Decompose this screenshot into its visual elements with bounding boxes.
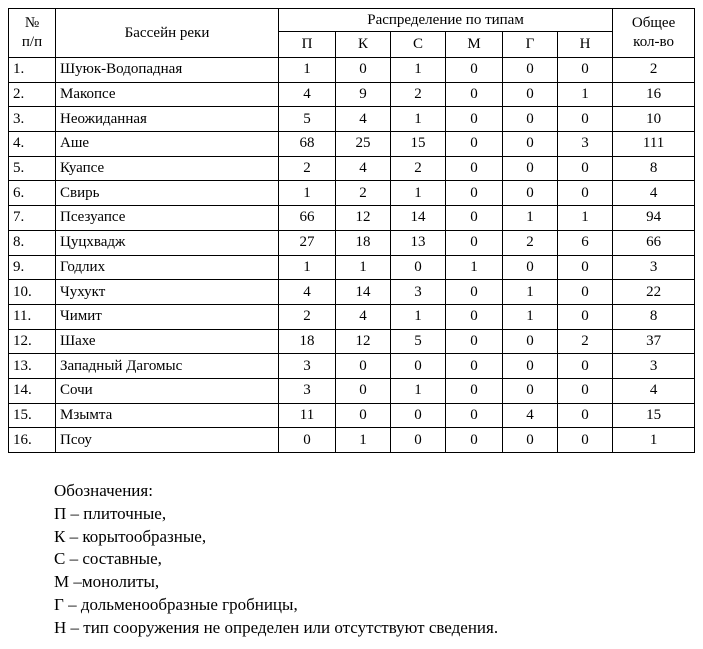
row-type-value: 12: [336, 329, 391, 354]
row-type-value: 0: [558, 181, 613, 206]
table-row: [9, 82, 695, 107]
row-total: 22: [613, 280, 695, 305]
row-type-value: 4: [279, 280, 336, 305]
row-num: 9.: [9, 255, 56, 280]
row-type-value: 0: [503, 107, 558, 132]
row-total: 37: [613, 329, 695, 354]
header-type-k: К: [336, 32, 391, 58]
legend: [54, 480, 498, 640]
row-type-value: 1: [558, 82, 613, 107]
row-type-value: 3: [279, 354, 336, 379]
row-type-value: 3: [279, 378, 336, 403]
row-type-value: 0: [558, 280, 613, 305]
row-type-value: 1: [391, 181, 446, 206]
row-type-value: 0: [503, 58, 558, 83]
row-total: 16: [613, 82, 695, 107]
row-type-value: 0: [336, 58, 391, 83]
row-num: 4.: [9, 132, 56, 157]
header-type-n: Н: [558, 32, 613, 58]
row-type-value: 2: [391, 82, 446, 107]
row-type-value: 0: [558, 156, 613, 181]
row-type-value: 1: [279, 58, 336, 83]
row-type-value: 0: [558, 107, 613, 132]
row-type-value: 0: [336, 354, 391, 379]
header-distribution: Распределение по типам: [279, 9, 613, 32]
row-type-value: 0: [558, 255, 613, 280]
row-type-value: 0: [446, 378, 503, 403]
legend-item: М –монолиты,: [54, 572, 160, 592]
row-type-value: 0: [446, 82, 503, 107]
row-type-value: 15: [391, 132, 446, 157]
table-row: [9, 354, 695, 379]
header-type-m: М: [446, 32, 503, 58]
row-type-value: 4: [503, 403, 558, 428]
row-total: 8: [613, 304, 695, 329]
row-num: 7.: [9, 206, 56, 231]
row-num: 3.: [9, 107, 56, 132]
row-total: 4: [613, 378, 695, 403]
row-num: 16.: [9, 428, 56, 453]
row-type-value: 4: [279, 82, 336, 107]
row-type-value: 0: [558, 378, 613, 403]
row-type-value: 0: [558, 354, 613, 379]
row-type-value: 14: [391, 206, 446, 231]
row-type-value: 0: [391, 255, 446, 280]
table-row: [9, 107, 695, 132]
row-type-value: 0: [446, 354, 503, 379]
row-type-value: 0: [446, 132, 503, 157]
row-type-value: 0: [503, 255, 558, 280]
row-type-value: 2: [391, 156, 446, 181]
row-basin: Западный Дагомыс: [56, 354, 279, 379]
table-row: [9, 428, 695, 453]
row-type-value: 0: [446, 329, 503, 354]
row-type-value: 0: [446, 206, 503, 231]
table-row: [9, 403, 695, 428]
row-type-value: 0: [391, 428, 446, 453]
row-basin: Свирь: [56, 181, 279, 206]
row-type-value: 0: [336, 403, 391, 428]
row-num: 15.: [9, 403, 56, 428]
row-type-value: 0: [503, 428, 558, 453]
row-type-value: 12: [336, 206, 391, 231]
row-type-value: 0: [446, 58, 503, 83]
row-basin: Куапсе: [56, 156, 279, 181]
table-row: [9, 280, 695, 305]
row-type-value: 0: [391, 403, 446, 428]
row-type-value: 0: [503, 329, 558, 354]
row-type-value: 2: [279, 304, 336, 329]
table-body: [9, 58, 695, 453]
row-num: 1.: [9, 58, 56, 83]
row-num: 8.: [9, 230, 56, 255]
row-basin: Макопсе: [56, 82, 279, 107]
row-num: 5.: [9, 156, 56, 181]
header-type-p: П: [279, 32, 336, 58]
row-type-value: 66: [279, 206, 336, 231]
row-type-value: 1: [336, 428, 391, 453]
row-type-value: 0: [446, 280, 503, 305]
row-type-value: 18: [336, 230, 391, 255]
row-type-value: 0: [503, 378, 558, 403]
row-type-value: 1: [503, 304, 558, 329]
row-total: 111: [613, 132, 695, 157]
row-basin: Цуцхвадж: [56, 230, 279, 255]
table-row: [9, 206, 695, 231]
data-table: [8, 8, 695, 453]
row-type-value: 1: [279, 255, 336, 280]
row-basin: Псезуапсе: [56, 206, 279, 231]
row-type-value: 1: [279, 181, 336, 206]
row-basin: Шахе: [56, 329, 279, 354]
row-type-value: 0: [503, 132, 558, 157]
row-type-value: 0: [503, 82, 558, 107]
row-type-value: 0: [446, 403, 503, 428]
row-type-value: 2: [279, 156, 336, 181]
row-type-value: 1: [336, 255, 391, 280]
row-type-value: 0: [503, 354, 558, 379]
row-type-value: 27: [279, 230, 336, 255]
row-type-value: 13: [391, 230, 446, 255]
row-type-value: 1: [503, 206, 558, 231]
row-basin: Неожиданная: [56, 107, 279, 132]
row-total: 94: [613, 206, 695, 231]
row-type-value: 1: [391, 58, 446, 83]
row-type-value: 3: [391, 280, 446, 305]
row-type-value: 2: [558, 329, 613, 354]
row-basin: Мзымта: [56, 403, 279, 428]
row-type-value: 0: [446, 181, 503, 206]
table-row: [9, 132, 695, 157]
header-num-line2: п/п: [21, 34, 43, 50]
row-type-value: 11: [279, 403, 336, 428]
row-total: 2: [613, 58, 695, 83]
row-type-value: 9: [336, 82, 391, 107]
row-type-value: 0: [279, 428, 336, 453]
row-total: 4: [613, 181, 695, 206]
row-type-value: 68: [279, 132, 336, 157]
row-type-value: 3: [558, 132, 613, 157]
row-type-value: 1: [446, 255, 503, 280]
row-num: 6.: [9, 181, 56, 206]
row-type-value: 14: [336, 280, 391, 305]
row-type-value: 1: [391, 304, 446, 329]
row-num: 11.: [9, 304, 56, 329]
row-type-value: 6: [558, 230, 613, 255]
table-row: [9, 181, 695, 206]
row-type-value: 0: [446, 107, 503, 132]
row-type-value: 0: [503, 181, 558, 206]
row-type-value: 0: [503, 156, 558, 181]
table-row: [9, 255, 695, 280]
legend-item: С – составные,: [54, 549, 162, 569]
row-type-value: 1: [558, 206, 613, 231]
row-total: 8: [613, 156, 695, 181]
row-type-value: 2: [336, 181, 391, 206]
row-type-value: 0: [558, 403, 613, 428]
table-row: [9, 304, 695, 329]
row-basin: Псоу: [56, 428, 279, 453]
row-total: 1: [613, 428, 695, 453]
row-type-value: 4: [336, 156, 391, 181]
row-type-value: 1: [391, 107, 446, 132]
row-total: 3: [613, 255, 695, 280]
row-type-value: 5: [391, 329, 446, 354]
row-total: 10: [613, 107, 695, 132]
row-type-value: 4: [336, 107, 391, 132]
table-row: [9, 156, 695, 181]
row-type-value: 25: [336, 132, 391, 157]
row-type-value: 1: [391, 378, 446, 403]
row-num: 13.: [9, 354, 56, 379]
row-type-value: 0: [391, 354, 446, 379]
row-basin: Аше: [56, 132, 279, 157]
row-num: 10.: [9, 280, 56, 305]
header-num-line1: №: [24, 15, 40, 31]
row-basin: Чимит: [56, 304, 279, 329]
row-type-value: 0: [446, 156, 503, 181]
table-row: [9, 329, 695, 354]
row-type-value: 0: [446, 428, 503, 453]
row-num: 12.: [9, 329, 56, 354]
header-total-line1: Общее: [631, 15, 676, 31]
row-total: 66: [613, 230, 695, 255]
legend-title: Обозначения:: [54, 481, 153, 500]
row-type-value: 2: [503, 230, 558, 255]
row-total: 3: [613, 354, 695, 379]
header-basin: Бассейн реки: [56, 9, 279, 58]
row-type-value: 0: [336, 378, 391, 403]
row-basin: Годлих: [56, 255, 279, 280]
row-type-value: 5: [279, 107, 336, 132]
row-type-value: 0: [558, 428, 613, 453]
legend-item: Н – тип сооружения не определен или отсутствуют сведения.: [54, 617, 499, 637]
header-total: [613, 9, 695, 58]
row-type-value: 0: [446, 230, 503, 255]
row-basin: Чухукт: [56, 280, 279, 305]
legend-item: П – плиточные,: [54, 503, 167, 523]
row-type-value: 0: [446, 304, 503, 329]
table-row: [9, 230, 695, 255]
row-basin: Шуюк-Водопадная: [56, 58, 279, 83]
table-row: [9, 378, 695, 403]
row-type-value: 0: [558, 58, 613, 83]
table-row: [9, 58, 695, 83]
row-total: 15: [613, 403, 695, 428]
row-basin: Сочи: [56, 378, 279, 403]
row-type-value: 0: [558, 304, 613, 329]
header-type-s: С: [391, 32, 446, 58]
row-type-value: 1: [503, 280, 558, 305]
legend-item: К – корытообразные,: [54, 526, 207, 546]
row-num: 2.: [9, 82, 56, 107]
row-num: 14.: [9, 378, 56, 403]
header-type-g: Г: [503, 32, 558, 58]
legend-item: Г – дольменообразные гробницы,: [54, 594, 298, 614]
row-type-value: 4: [336, 304, 391, 329]
row-type-value: 18: [279, 329, 336, 354]
header-total-line2: кол-во: [633, 34, 674, 50]
header-num: [9, 9, 56, 58]
